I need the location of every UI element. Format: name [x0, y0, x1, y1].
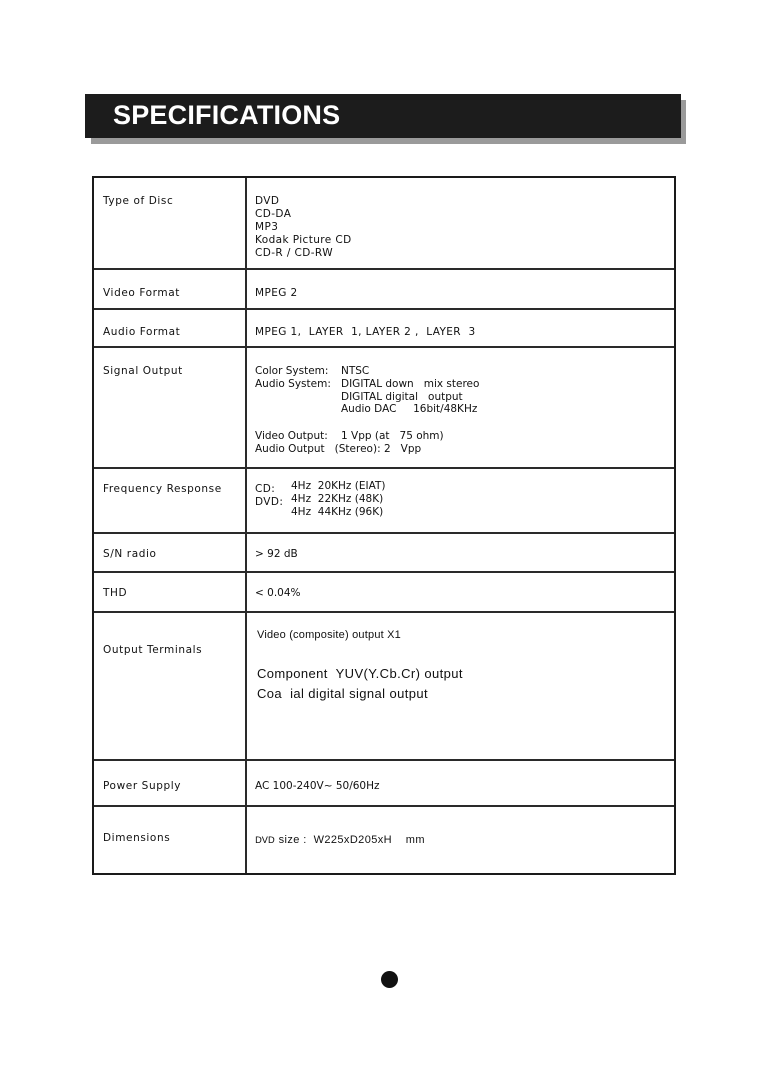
page-title: SPECIFICATIONS — [113, 100, 341, 130]
output-terminal-coaxial: Coa ial digital signal output — [257, 686, 428, 701]
dimensions-prefix: DVD — [255, 836, 275, 846]
row-separator — [94, 611, 674, 613]
label-frequency-response: Frequency Response — [103, 483, 222, 495]
row-separator — [94, 571, 674, 573]
title-banner — [85, 94, 681, 138]
label-thd: THD — [103, 587, 128, 599]
dimensions-size: size : W225xD205xH mm — [278, 834, 425, 846]
label-power-supply: Power Supply — [103, 780, 182, 792]
audio-system-value-3: Audio DAC 16bit/48KHz — [341, 403, 478, 415]
freq-value-2: 4Hz 22KHz (48K) — [291, 493, 384, 505]
audio-system-label: Audio System: — [255, 378, 331, 390]
audio-system-value-1: DIGITAL down mix stereo — [341, 378, 480, 390]
row-separator — [94, 308, 674, 310]
freq-cd-label: CD: — [255, 483, 276, 495]
value-power-supply: AC 100-240V~ 50/60Hz — [255, 780, 380, 792]
value-video-format: MPEG 2 — [255, 287, 298, 299]
value-disc-kodak: Kodak Picture CD — [255, 234, 352, 246]
freq-dvd-label: DVD: — [255, 496, 284, 508]
row-separator — [94, 268, 674, 270]
value-dimensions — [255, 834, 425, 848]
row-separator — [94, 346, 674, 348]
column-divider — [245, 178, 247, 873]
label-dimensions: Dimensions — [103, 832, 171, 844]
freq-value-3: 4Hz 44KHz (96K) — [291, 506, 384, 518]
value-disc-dvd: DVD — [255, 195, 280, 207]
label-output-terminals: Output Terminals — [103, 644, 203, 656]
label-sn-radio: S/N radio — [103, 548, 157, 560]
value-thd: < 0.04% — [255, 587, 301, 599]
row-separator — [94, 467, 674, 469]
label-signal-output: Signal Output — [103, 365, 183, 377]
row-separator — [94, 805, 674, 807]
specifications-table — [92, 176, 676, 875]
value-disc-cdda: CD-DA — [255, 208, 292, 220]
value-disc-mp3: MP3 — [255, 221, 279, 233]
video-output-label: Video Output: — [255, 430, 328, 442]
freq-value-1: 4Hz 20KHz (EIAT) — [291, 480, 386, 492]
output-terminal-composite: Video (composite) output X1 — [257, 629, 402, 641]
audio-output-value: Audio Output (Stereo): 2 Vpp — [255, 443, 422, 455]
audio-system-value-2: DIGITAL digital output — [341, 391, 463, 403]
color-system-label: Color System: — [255, 365, 329, 377]
label-type-of-disc: Type of Disc — [103, 195, 174, 207]
value-audio-format: MPEG 1, LAYER 1, LAYER 2 , LAYER 3 — [255, 326, 476, 338]
output-terminal-component: Component YUV(Y.Cb.Cr) output — [257, 666, 463, 681]
row-separator — [94, 759, 674, 761]
video-output-value: 1 Vpp (at 75 ohm) — [341, 430, 444, 442]
page-marker-dot — [381, 971, 398, 988]
value-sn-radio: > 92 dB — [255, 548, 298, 560]
value-disc-cdr: CD-R / CD-RW — [255, 247, 333, 259]
row-separator — [94, 532, 674, 534]
label-audio-format: Audio Format — [103, 326, 181, 338]
color-system-value: NTSC — [341, 365, 370, 377]
label-video-format: Video Format — [103, 287, 180, 299]
